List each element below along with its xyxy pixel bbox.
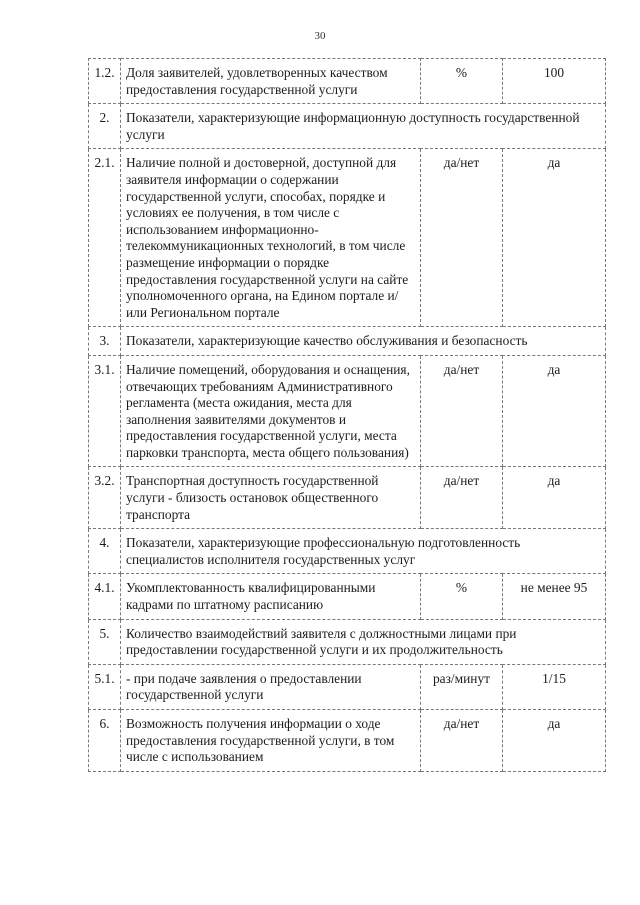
row-number: 3.1. <box>89 355 121 467</box>
value-cell: да <box>503 710 606 772</box>
value-cell: не менее 95 <box>503 574 606 619</box>
value-cell: да <box>503 467 606 529</box>
indicator-text: Возможность получения информации о ходе предоставления государственной услуги, в том числе с использованием <box>121 710 421 772</box>
page-number: 30 <box>314 30 326 42</box>
unit-cell: да/нет <box>421 710 503 772</box>
indicator-text: Доля заявителей, удовлетворенных качеством предоставления государственной услуги <box>121 59 421 104</box>
value-cell: да <box>503 149 606 327</box>
table-row <box>89 664 606 709</box>
table-row <box>89 59 606 104</box>
section-heading: Показатели, характеризующие профессиональную подготовленность специалистов исполнителя государственных услуг <box>121 529 606 574</box>
indicator-text: Укомплектованность квалифицированными кадрами по штатному расписанию <box>121 574 421 619</box>
value-cell: да <box>503 355 606 467</box>
unit-cell: да/нет <box>421 355 503 467</box>
indicator-text: - при подаче заявления о предоставлении государственной услуги <box>121 664 421 709</box>
section-heading: Количество взаимодействий заявителя с должностными лицами при предоставлении государственной услуги и их продолжительность <box>121 619 606 664</box>
table-row <box>89 710 606 772</box>
indicator-text: Транспортная доступность государственной услуги - близость остановок общественного транспорта <box>121 467 421 529</box>
row-number: 2. <box>89 104 121 149</box>
row-number: 4.1. <box>89 574 121 619</box>
row-number: 2.1. <box>89 149 121 327</box>
row-number: 1.2. <box>89 59 121 104</box>
row-number: 6. <box>89 710 121 772</box>
value-cell: 1/15 <box>503 664 606 709</box>
row-number: 4. <box>89 529 121 574</box>
section-heading: Показатели, характеризующие информационную доступность государственной услуги <box>121 104 606 149</box>
unit-cell: % <box>421 574 503 619</box>
section-row <box>89 619 606 664</box>
section-row <box>89 529 606 574</box>
unit-cell: раз/минут <box>421 664 503 709</box>
section-row <box>89 327 606 356</box>
unit-cell: % <box>421 59 503 104</box>
row-number: 5. <box>89 619 121 664</box>
unit-cell: да/нет <box>421 149 503 327</box>
table-row <box>89 355 606 467</box>
value-cell: 100 <box>503 59 606 104</box>
table-row <box>89 149 606 327</box>
section-row <box>89 104 606 149</box>
row-number: 3. <box>89 327 121 356</box>
table-row <box>89 574 606 619</box>
section-heading: Показатели, характеризующие качество обслуживания и безопасность <box>121 327 606 356</box>
indicator-text: Наличие полной и достоверной, доступной для заявителя информации о содержании государственной услуги, способах, порядке и условиях ее получения, в том числе с использованием информационно-телекоммуникационных технологий, в том числе размещение информации о порядке предоставления государственной услуги на сайте уполномоченного органа, на Едином портале и/или Региональном портале <box>121 149 421 327</box>
table-row <box>89 467 606 529</box>
unit-cell: да/нет <box>421 467 503 529</box>
indicators-table <box>88 58 606 772</box>
row-number: 5.1. <box>89 664 121 709</box>
row-number: 3.2. <box>89 467 121 529</box>
indicator-text: Наличие помещений, оборудования и оснащения, отвечающих требованиям Административного регламента (места ожидания, места для заполнения заявителями документов и предоставления государственной услуги, места парковки транспорта, места общего пользования) <box>121 355 421 467</box>
